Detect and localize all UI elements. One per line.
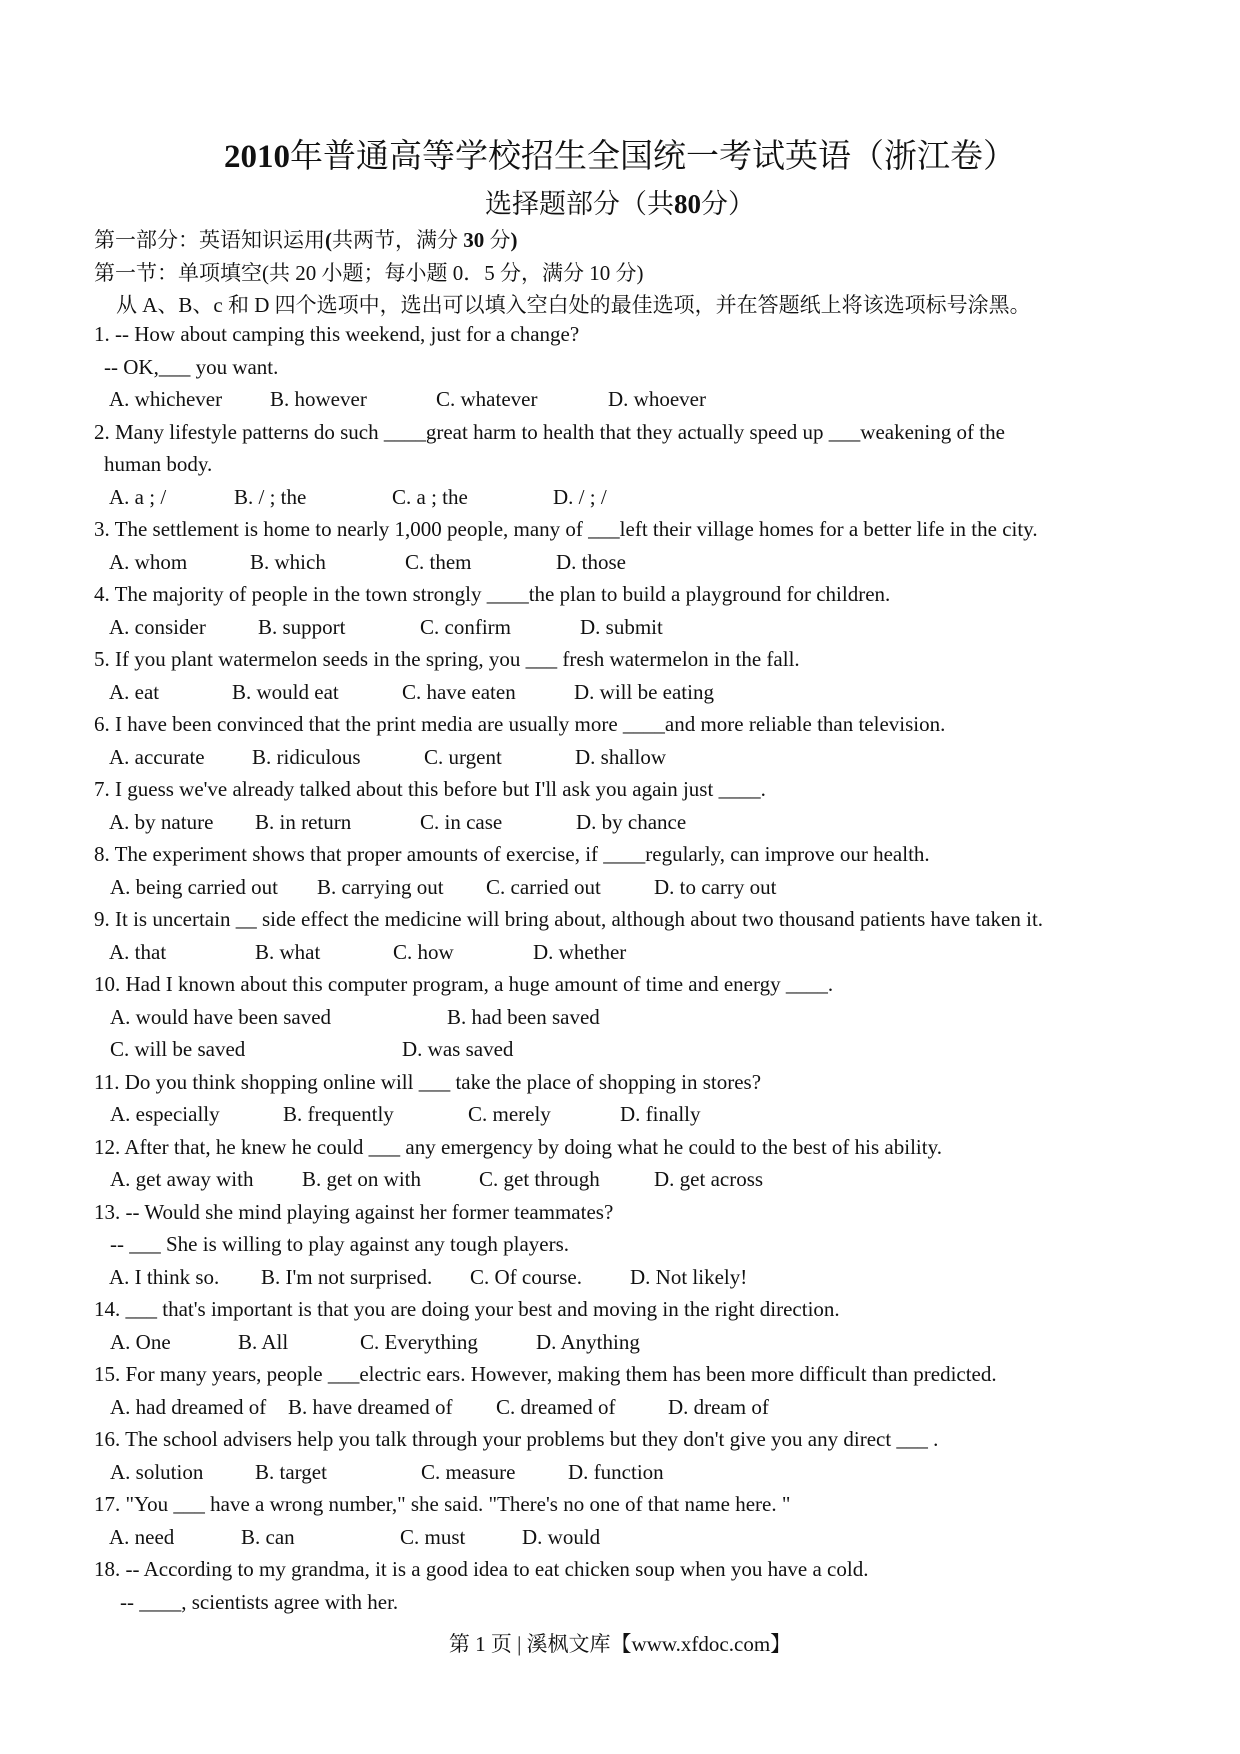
q4-option-c: C. confirm [420, 615, 511, 639]
q15-option-c: C. dreamed of [496, 1395, 616, 1419]
q17-option-b: B. can [241, 1525, 295, 1549]
q9-option-a: A. that [109, 940, 167, 964]
q16-option-b: B. target [255, 1460, 327, 1484]
q9-stem: 9. It is uncertain __ side effect the medicine will bring about, although about two thousand patients have taken it. [94, 907, 1044, 931]
q2-option-a: A. a ; / [109, 485, 167, 509]
subtitle-suffix: 分） [701, 189, 755, 219]
q3-option-b: B. which [250, 550, 326, 574]
q13-stem-line2: -- ___ She is willing to play against any tough players. [110, 1232, 570, 1256]
part-one-paren-close: ) [510, 228, 518, 252]
q17-option-a: A. need [109, 1525, 175, 1549]
q6-option-b: B. ridiculous [252, 745, 361, 769]
part-one-paren-open: ( [325, 228, 332, 252]
q18-stem: 18. -- According to my grandma, it is a good idea to eat chicken soup when you have a cold. [94, 1557, 869, 1581]
q2-option-b: B. / ; the [234, 485, 307, 509]
q10-option-d: D. was saved [402, 1037, 514, 1061]
q9-option-d: D. whether [533, 940, 627, 964]
q5-option-a: A. eat [109, 680, 160, 704]
q11-option-a: A. especially [110, 1102, 220, 1126]
q11-option-b: B. frequently [283, 1102, 394, 1126]
q8-option-b: B. carrying out [317, 875, 444, 899]
exam-title [0, 137, 1240, 177]
q12-option-c: C. get through [479, 1167, 600, 1191]
q14-option-d: D. Anything [536, 1330, 640, 1354]
q11-option-c: C. merely [468, 1102, 551, 1126]
q15-option-b: B. have dreamed of [288, 1395, 453, 1419]
q7-option-d: D. by chance [576, 810, 687, 834]
q17-option-c: C. must [400, 1525, 466, 1549]
q14-stem: 14. ___ that's important is that you are doing your best and moving in the right direction. [94, 1297, 840, 1321]
q8-option-c: C. carried out [486, 875, 601, 899]
q1-option-a: A. whichever [109, 387, 223, 411]
q10-option-b: B. had been saved [447, 1005, 600, 1029]
q9-option-c: C. how [393, 940, 454, 964]
q17-stem: 17. "You ___ have a wrong number," she said. "There's no one of that name here. " [94, 1492, 791, 1516]
q2-stem: 2. Many lifestyle patterns do such ____great harm to health that they actually speed up ___weakening of the [94, 420, 1005, 444]
q13-option-b: B. I'm not surprised. [261, 1265, 433, 1289]
q17-option-d: D. would [522, 1525, 601, 1549]
q14-option-b: B. All [238, 1330, 289, 1354]
q6-option-d: D. shallow [575, 745, 666, 769]
q7-option-c: C. in case [420, 810, 503, 834]
q2-stem-line2: human body. [104, 452, 213, 476]
subtitle-prefix: 选择题部分（共 [485, 189, 674, 219]
q7-option-b: B. in return [255, 810, 352, 834]
title-year: 2010 [224, 139, 290, 175]
q15-option-a: A. had dreamed of [110, 1395, 267, 1419]
q1-option-d: D. whoever [608, 387, 706, 411]
q3-option-d: D. those [556, 550, 626, 574]
q1-option-c: C. whatever [436, 387, 538, 411]
q15-stem: 15. For many years, people ___electric ears. However, making them has been more difficult than predicted. [94, 1362, 997, 1386]
q10-stem: 10. Had I known about this computer program, a huge amount of time and energy ____. [94, 972, 834, 996]
q4-option-b: B. support [258, 615, 346, 639]
q5-option-b: B. would eat [232, 680, 339, 704]
q11-stem: 11. Do you think shopping online will ___ take the place of shopping in stores? [94, 1070, 762, 1094]
q6-option-c: C. urgent [424, 745, 502, 769]
q1-option-b: B. however [270, 387, 367, 411]
q8-option-a: A. being carried out [110, 875, 278, 899]
q2-option-c: C. a ; the [392, 485, 468, 509]
exam-subtitle [0, 187, 1240, 221]
q3-option-a: A. whom [109, 550, 188, 574]
q14-option-c: C. Everything [360, 1330, 478, 1354]
instructions: 从 A、B、c 和 D 四个选项中，选出可以填入空白处的最佳选项，并在答题纸上将该选项标号涂黑。 [116, 293, 1031, 317]
q16-stem: 16. The school advisers help you talk through your problems but they don't give you any direct ___ . [94, 1427, 939, 1451]
q5-stem: 5. If you plant watermelon seeds in the spring, you ___ fresh watermelon in the fall. [94, 647, 800, 671]
title-text: 年普通高等学校招生全国统一考试英语（浙江卷） [290, 139, 1016, 175]
q1-stem-line2: -- OK,___ you want. [104, 355, 279, 379]
q5-option-c: C. have eaten [402, 680, 516, 704]
q4-stem: 4. The majority of people in the town strongly ____the plan to build a playground for children. [94, 582, 891, 606]
q3-option-c: C. them [405, 550, 472, 574]
q13-option-c: C. Of course. [470, 1265, 582, 1289]
q16-option-c: C. measure [421, 1460, 516, 1484]
section-one-heading: 第一节：单项填空(共 20 小题；每小题 0．5 分，满分 10 分) [94, 261, 644, 285]
q3-stem: 3. The settlement is home to nearly 1,000 people, many of ___left their village homes for a better life in the city. [94, 517, 1038, 541]
q10-option-a: A. would have been saved [110, 1005, 332, 1029]
page-footer: 第 1 页 | 溪枫文库【www.xfdoc.com】 [448, 1632, 792, 1656]
q4-option-d: D. submit [580, 615, 663, 639]
q12-stem: 12. After that, he knew he could ___ any emergency by doing what he could to the best of his ability. [94, 1135, 942, 1159]
q6-stem: 6. I have been convinced that the print media are usually more ____and more reliable than television. [94, 712, 946, 736]
q1-stem: 1. -- How about camping this weekend, just for a change? [94, 322, 580, 346]
q18-stem-line2: -- ____, scientists agree with her. [120, 1590, 399, 1614]
q15-option-d: D. dream of [668, 1395, 769, 1419]
q13-option-a: A. I think so. [109, 1265, 220, 1289]
q2-option-d: D. / ; / [553, 485, 607, 509]
q12-option-a: A. get away with [110, 1167, 254, 1191]
q14-option-a: A. One [110, 1330, 171, 1354]
q6-option-a: A. accurate [109, 745, 205, 769]
q7-stem: 7. I guess we've already talked about this before but I'll ask you again just ____. [94, 777, 766, 801]
part-one-desc: 共两节，满分 [332, 228, 458, 252]
q7-option-a: A. by nature [109, 810, 214, 834]
q8-option-d: D. to carry out [654, 875, 777, 899]
q9-option-b: B. what [255, 940, 321, 964]
part-one-label: 第一部分：英语知识运用 [94, 228, 325, 252]
subtitle-score: 80 [674, 189, 701, 219]
q4-option-a: A. consider [109, 615, 206, 639]
q8-stem: 8. The experiment shows that proper amounts of exercise, if ____regularly, can improve our health. [94, 842, 930, 866]
part-one-unit: 分 [489, 228, 511, 252]
q11-option-d: D. finally [620, 1102, 701, 1126]
q13-option-d: D. Not likely! [630, 1265, 748, 1289]
q5-option-d: D. will be eating [574, 680, 714, 704]
q13-stem: 13. -- Would she mind playing against her former teammates? [94, 1200, 614, 1224]
q12-option-b: B. get on with [302, 1167, 421, 1191]
q16-option-a: A. solution [110, 1460, 204, 1484]
part-one-score: 30 [463, 228, 485, 252]
part-one-heading [94, 226, 518, 254]
q12-option-d: D. get across [654, 1167, 764, 1191]
q10-option-c: C. will be saved [110, 1037, 246, 1061]
q16-option-d: D. function [568, 1460, 664, 1484]
